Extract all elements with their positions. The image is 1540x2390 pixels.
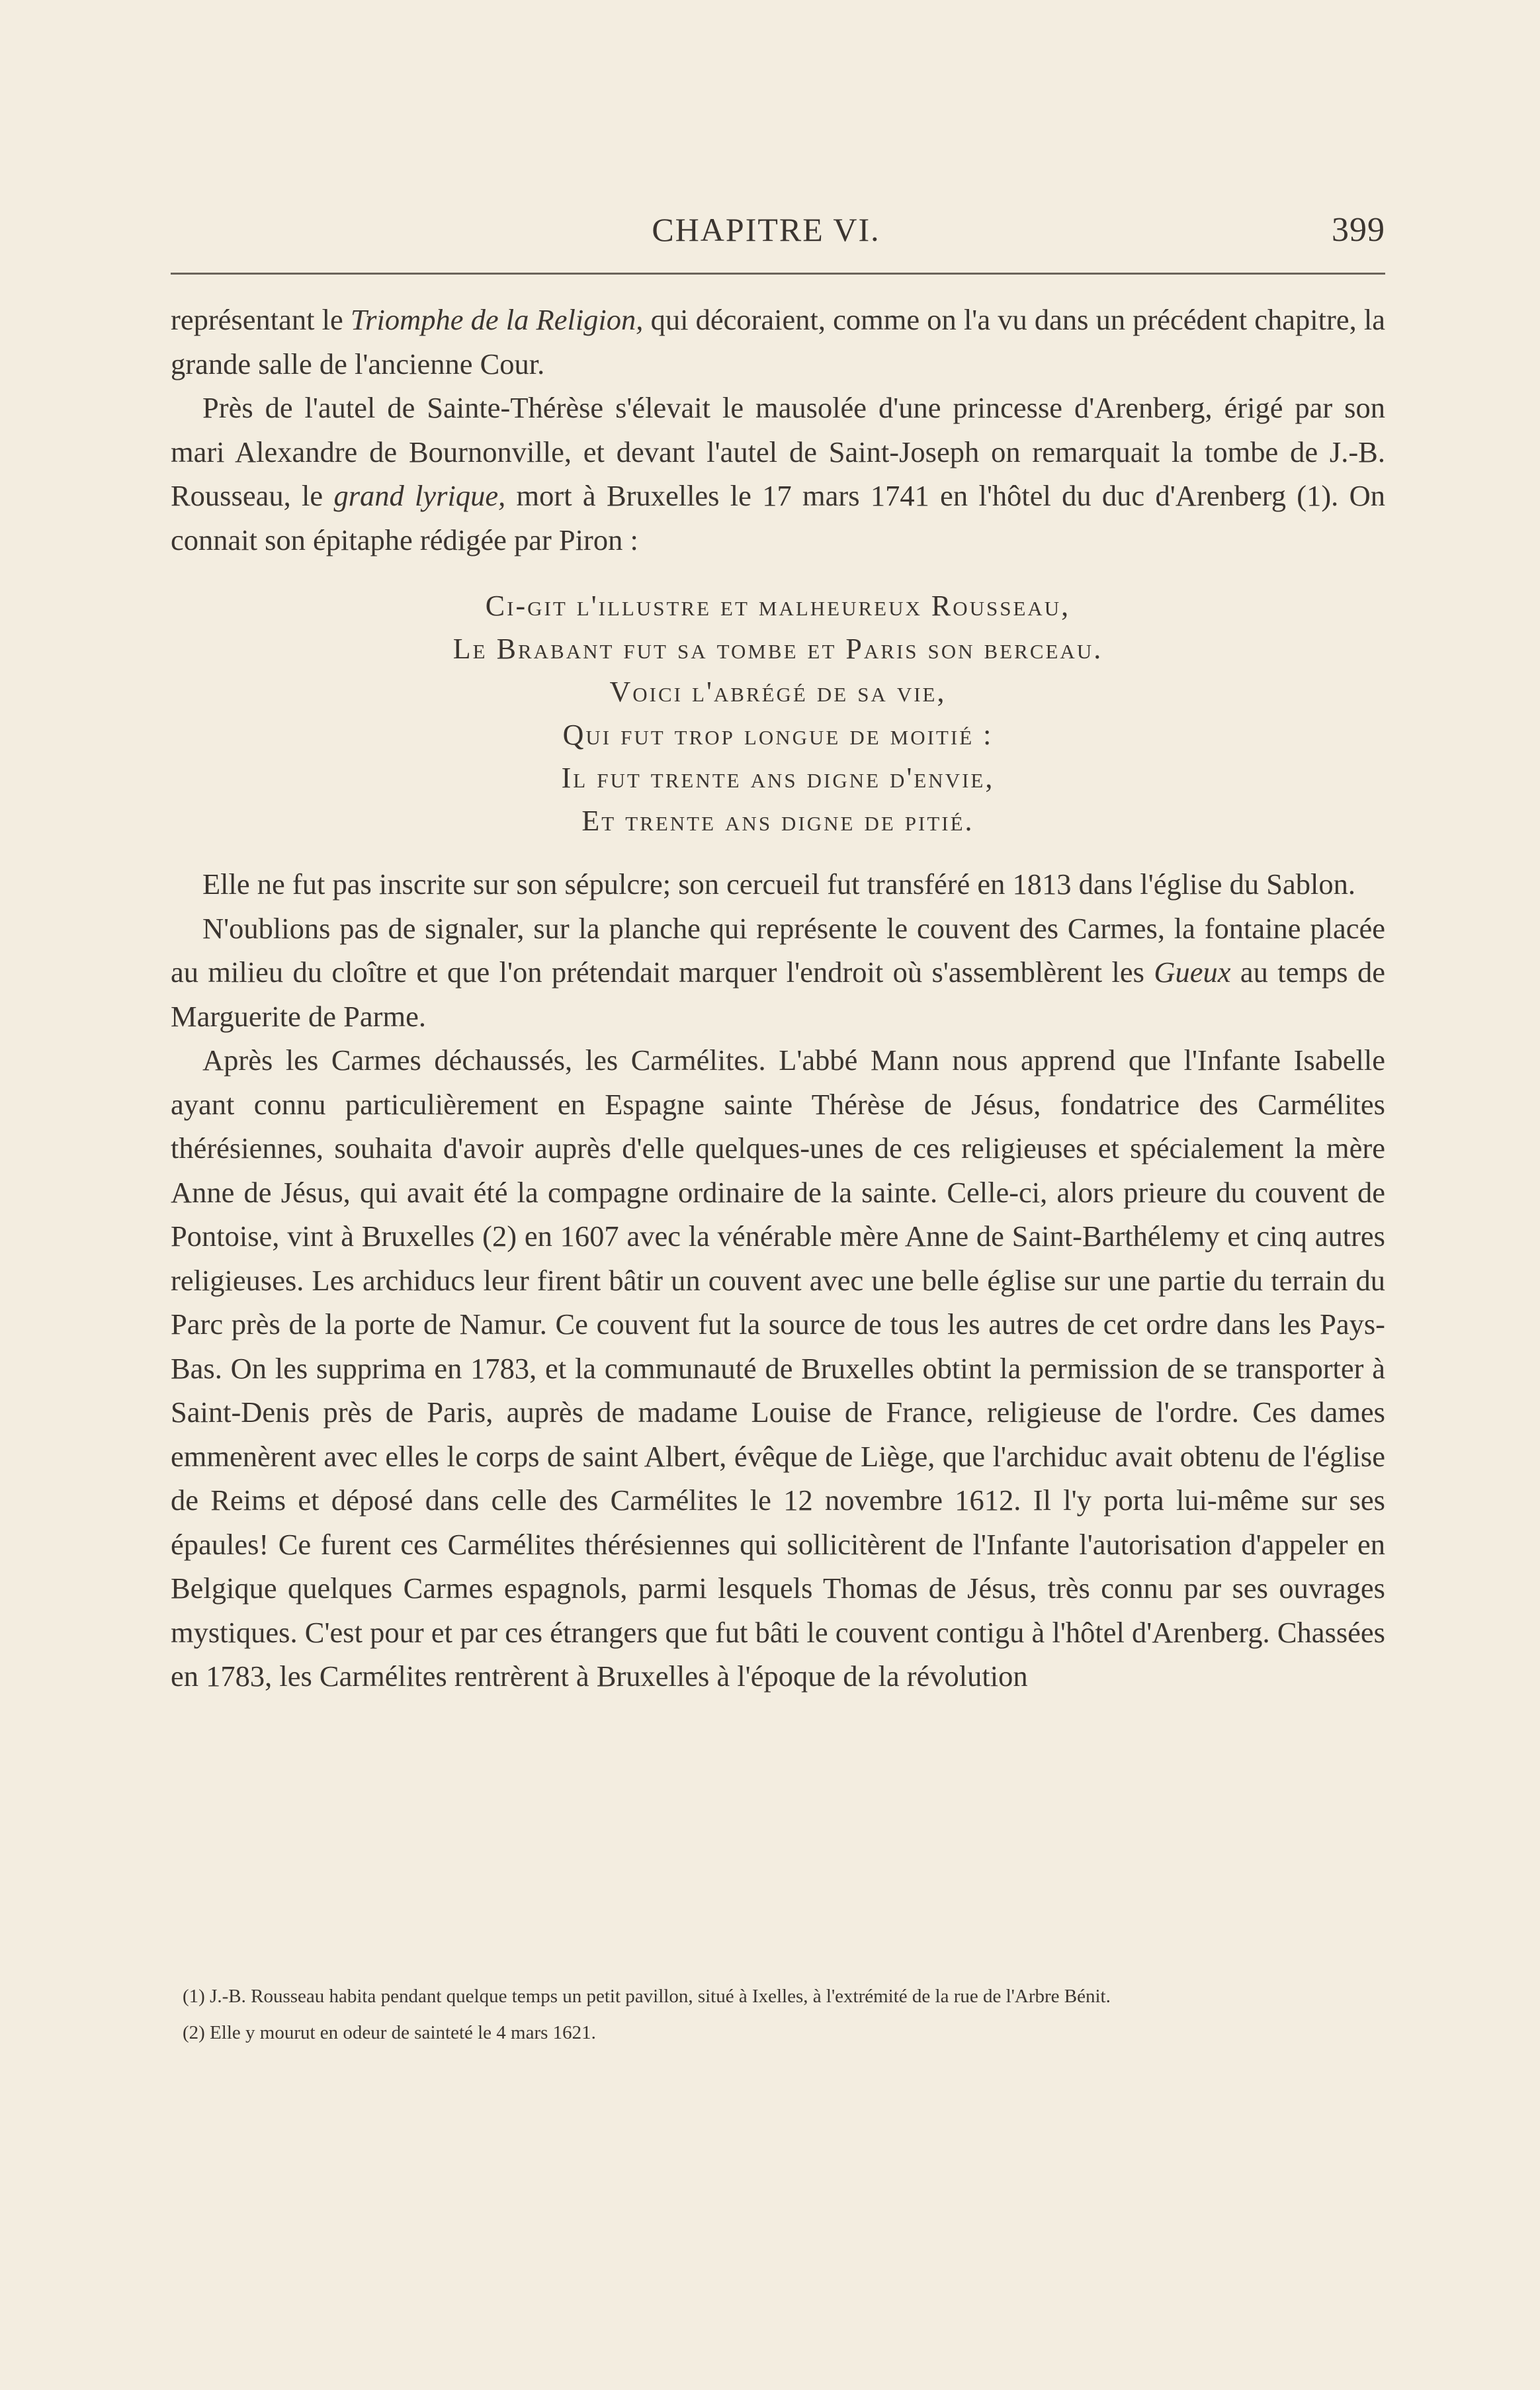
paragraph-4-italic: Gueux [1154,955,1231,989]
running-header [171,199,1385,258]
paragraph-2-italic: grand lyrique, [333,479,506,512]
verse-line: Voici l'abrégé de sa vie, [609,676,947,708]
verse-line: Le Brabant fut sa tombe et Paris son berceau. [452,633,1103,665]
paragraph-1-text-a: représentant le [171,303,351,336]
paragraph-2 [171,386,1385,562]
verse-line: Il fut trente ans digne d'envie, [561,762,995,794]
paragraph-4-text-a: N'oublions pas de signaler, sur la planche qui représente le couvent des Carmes, la fontaine placée au milieu du cloître et que l'on prétendait marquer l'endroit où s'assemblèrent les [171,911,1385,989]
verse-line: Ci-git l'illustre et malheureux Rousseau, [485,590,1071,622]
paragraph-2-text-c: mort à Bruxelles le 17 mars 1741 en l'hôtel du duc d'Arenberg (1). On connait son épitaphe rédigée par Piron : [171,479,1385,556]
paragraph-1 [171,298,1385,386]
verse-line: Qui fut trop longue de moitié : [562,719,994,751]
paragraph-4 [171,907,1385,1039]
paragraph-2-text-a: Près de l'autel de Sainte-Thérèse s'élevait le mausolée d'une princesse d'Arenberg, érigé par son mari Alexandre de Bournonville, et devant l'autel de Saint-Joseph on remarquait la tombe de J.-B. Rousseau, le [171,391,1385,512]
paragraph-5: Après les Carmes déchaussés, les Carmélites. L'abbé Mann nous apprend que l'Infante Isabelle ayant connu particulièrement en Espagne sainte Thérèse de Jésus, fondatrice des Carmélites thérésiennes, souhaita d'avoir auprès d'elle quelques-unes de ces religieuses et spécialement la mère Anne de Jésus, qui avait été la compagne ordinaire de la sainte. Celle-ci, alors prieure du couvent de Pontoise, vint à Bruxelles (2) en 1607 avec la vénérable mère Anne de Saint-Barthélemy et cinq autres religieuses. Les archiducs leur firent bâtir un couvent avec une belle église sur une partie du terrain du Parc près de la porte de Namur. Ce couvent fut la source de tous les autres de cet ordre dans les Pays-Bas. On les supprima en 1783, et la communauté de Bruxelles obtint la permission de se transporter à Saint-Denis près de Paris, auprès de madame Louise de France, religieuse de l'ordre. Ces dames emmenèrent avec elles le corps de saint Albert, évêque de Liège, que l'archiduc avait obtenu de l'église de Reims et déposé dans celle des Carmélites le 12 novembre 1612. Il l'y porta lui-même sur ses épaules! Ce furent ces Carmélites thérésiennes qui sollicitèrent de l'Infante l'autorisation d'appeler en Belgique quelques Carmes espagnols, parmi lesquels Thomas de Jésus, très connu par ses ouvrages mystiques. C'est pour et par ces étrangers que fut bâti le couvent contigu à l'hôtel d'Arenberg. Chassées en 1783, les Carmélites rentrèrent à Bruxelles à l'époque de la révolution [171,1043,1385,1693]
footnote-2: (2) Elle y mourut en odeur de sainteté le 4 mars 1621. [183,2022,596,2043]
epitaph-verse [171,584,1385,842]
footnotes [171,1978,1385,2051]
chapter-title: CHAPITRE VI. [652,211,880,248]
page-number: 399 [1332,211,1385,249]
book-page [171,199,1385,2043]
paragraph-1-text-c: qui décoraient, comme on l'a vu dans un précédent chapitre, la grande salle de l'ancienne Cour. [171,303,1385,380]
paragraph-3: Elle ne fut pas inscrite sur son sépulcre; son cercueil fut transféré en 1813 dans l'église du Sablon. [202,867,1356,901]
main-text [171,298,1385,1699]
paragraph-1-italic: Triomphe de la Religion, [350,303,644,336]
verse-line: Et trente ans digne de pitié. [581,805,974,837]
paragraph-4-text-c: au temps de Marguerite de Parme. [171,955,1385,1033]
footnote-1: (1) J.-B. Rousseau habita pendant quelque temps un petit pavillon, situé à Ixelles, à l'extrémité de la rue de l'Arbre Bénit. [183,1986,1111,2007]
header-rule [171,273,1385,275]
